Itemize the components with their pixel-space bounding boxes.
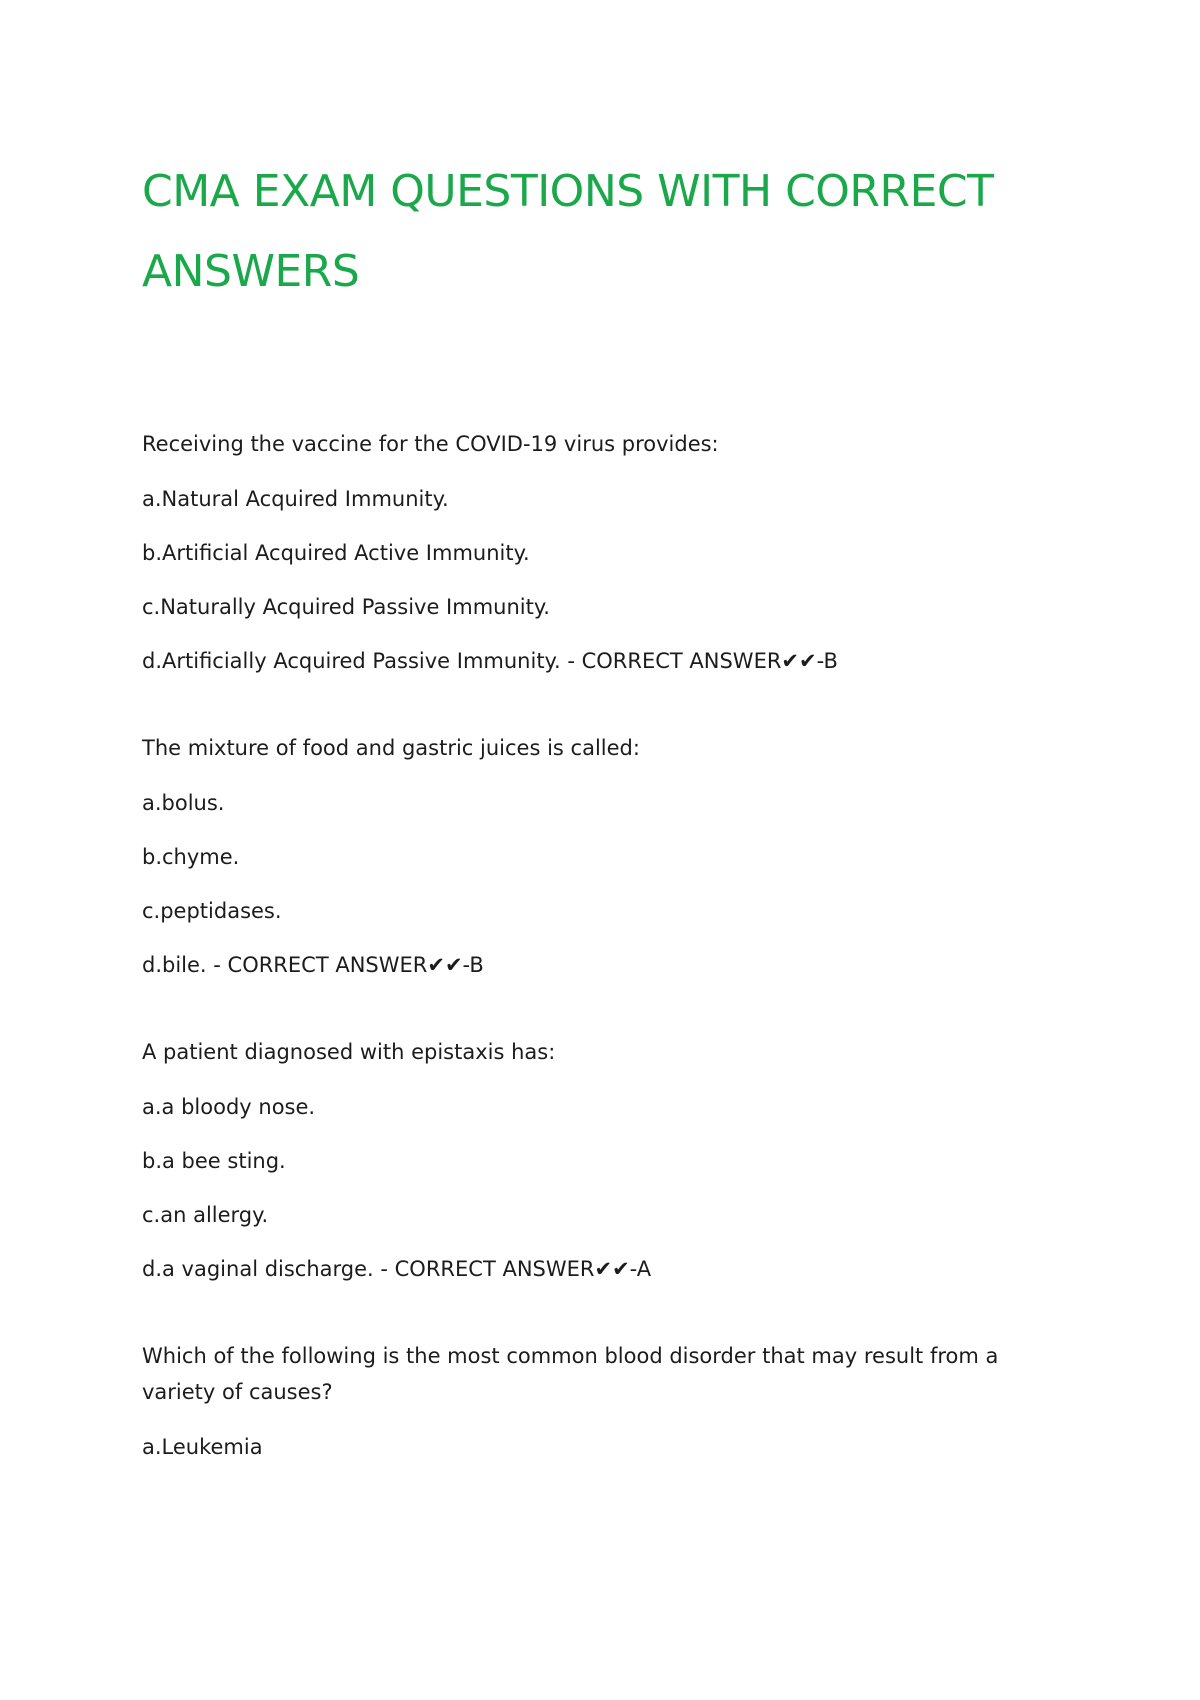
answer-option-with-correct-answer: d.bile. - CORRECT ANSWER✔✔-B <box>142 953 484 977</box>
question-block <box>142 1338 1062 1465</box>
answer-option: a.bolus. <box>142 791 225 815</box>
answer-option: b.a bee sting. <box>142 1149 286 1173</box>
question-prompt: Which of the following is the most common blood disorder that may result from a variety of causes? <box>142 1344 999 1404</box>
question-prompt: A patient diagnosed with epistaxis has: <box>142 1040 556 1064</box>
question-block <box>142 1034 1062 1287</box>
answer-option: a.Natural Acquired Immunity. <box>142 487 449 511</box>
question-prompt: Receiving the vaccine for the COVID-19 virus provides: <box>142 432 719 456</box>
answer-option-with-correct-answer: d.Artificially Acquired Passive Immunity. - CORRECT ANSWER✔✔-B <box>142 649 838 673</box>
document-title: CMA EXAM QUESTIONS WITH CORRECT ANSWERS <box>142 166 994 297</box>
question-block <box>142 730 1062 983</box>
answer-option-with-correct-answer: d.a vaginal discharge. - CORRECT ANSWER✔✔-A <box>142 1257 652 1281</box>
answer-option: b.Artificial Acquired Active Immunity. <box>142 541 530 565</box>
answer-option: c.an allergy. <box>142 1203 269 1227</box>
answer-option: a.a bloody nose. <box>142 1095 316 1119</box>
answer-option: c.peptidases. <box>142 899 282 923</box>
answer-option: b.chyme. <box>142 845 240 869</box>
question-block <box>142 426 1062 679</box>
question-prompt: The mixture of food and gastric juices is called: <box>142 736 640 760</box>
answer-option: c.Naturally Acquired Passive Immunity. <box>142 595 550 619</box>
answer-option: a.Leukemia <box>142 1435 263 1459</box>
question-list <box>142 426 1062 1516</box>
